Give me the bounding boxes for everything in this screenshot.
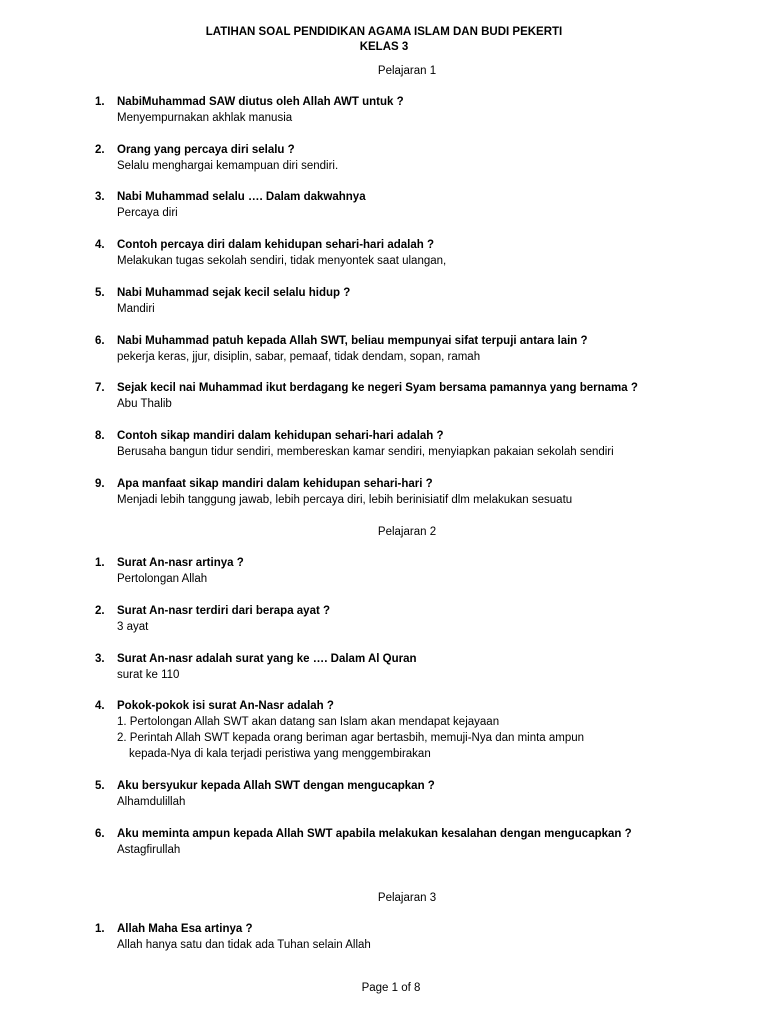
question-text: Nabi Muhammad patuh kepada Allah SWT, beliau mempunyai sifat terpuji antara lain ?: [117, 335, 588, 347]
answer-text: Pertolongan Allah: [117, 573, 208, 585]
question-number: 4.: [95, 700, 105, 712]
answer-text: Percaya diri: [117, 207, 178, 219]
question-number: 2.: [95, 144, 105, 156]
answer-text: Melakukan tugas sekolah sendiri, tidak menyontek saat ulangan,: [117, 255, 447, 267]
question-text: Contoh sikap mandiri dalam kehidupan sehari-hari adalah ?: [117, 430, 444, 442]
answer-text: Abu Thalib: [117, 398, 172, 410]
lesson-3-question-1: [95, 921, 735, 953]
answer-text: Mandiri: [117, 303, 155, 315]
question-number: 7.: [95, 382, 105, 394]
lesson-1-question-5: [95, 285, 735, 317]
question-text: Aku meminta ampun kepada Allah SWT apabila melakukan kesalahan dengan mengucapkan ?: [117, 828, 632, 840]
question-number: 4.: [95, 239, 105, 251]
answer-text: Menyempurnakan akhlak manusia: [117, 112, 293, 124]
question-text: Apa manfaat sikap mandiri dalam kehidupan sehari-hari ?: [117, 478, 433, 490]
lesson-2-question-3: [95, 651, 735, 683]
question-number: 1.: [95, 557, 105, 569]
answer-text: pekerja keras, jjur, disiplin, sabar, pemaaf, tidak dendam, sopan, ramah: [117, 351, 481, 363]
question-number: 3.: [95, 653, 105, 665]
answer-text: Menjadi lebih tanggung jawab, lebih percaya diri, lebih berinisiatif dlm melakukan sesuatu: [117, 494, 573, 506]
question-number: 1.: [95, 923, 105, 935]
question-text: Nabi Muhammad selalu …. Dalam dakwahnya: [117, 191, 366, 203]
answer-text: 3 ayat: [117, 621, 149, 633]
lesson-1-question-8: [95, 428, 735, 460]
lesson-1-question-6: [95, 333, 735, 365]
lesson-2-question-1: [95, 555, 735, 587]
question-number: 5.: [95, 780, 105, 792]
answer-text: kepada-Nya di kala terjadi peristiwa yang menggembirakan: [129, 748, 431, 760]
lesson-2-question-5: [95, 778, 735, 810]
lesson-1-heading: Pelajaran 1: [377, 65, 437, 77]
question-number: 6.: [95, 828, 105, 840]
document-title: LATIHAN SOAL PENDIDIKAN AGAMA ISLAM DAN BUDI PEKERTI: [205, 26, 563, 38]
lesson-2-question-4: [95, 698, 735, 762]
question-number: 5.: [95, 287, 105, 299]
lesson-1-question-4: [95, 237, 735, 269]
lesson-2-question-2: [95, 603, 735, 635]
answer-text: surat ke 110: [117, 669, 180, 681]
question-text: Sejak kecil nai Muhammad ikut berdagang ke negeri Syam bersama pamannya yang bernama ?: [117, 382, 638, 394]
answer-text: Berusaha bangun tidur sendiri, membereskan kamar sendiri, menyiapkan pakaian sekolah sendiri: [117, 446, 614, 458]
document-subtitle: KELAS 3: [359, 41, 409, 53]
question-number: 1.: [95, 96, 105, 108]
answer-text: Alhamdulillah: [117, 796, 186, 808]
lesson-1-question-1: [95, 94, 735, 126]
question-text: Surat An-nasr terdiri dari berapa ayat ?: [117, 605, 331, 617]
lesson-1-question-9: [95, 476, 735, 508]
question-number: 8.: [95, 430, 105, 442]
lesson-2-heading: Pelajaran 2: [377, 526, 437, 538]
lesson-2-question-6: [95, 826, 735, 858]
lesson-3-heading: Pelajaran 3: [377, 892, 437, 904]
question-text: Surat An-nasr artinya ?: [117, 557, 244, 569]
question-text: Contoh percaya diri dalam kehidupan sehari-hari adalah ?: [117, 239, 434, 251]
question-number: 3.: [95, 191, 105, 203]
page-number: Page 1 of 8: [361, 982, 421, 994]
question-number: 6.: [95, 335, 105, 347]
question-number: 9.: [95, 478, 105, 490]
answer-text: 1. Pertolongan Allah SWT akan datang san Islam akan mendapat kejayaan: [117, 716, 500, 728]
question-text: Nabi Muhammad sejak kecil selalu hidup ?: [117, 287, 351, 299]
question-text: Aku bersyukur kepada Allah SWT dengan mengucapkan ?: [117, 780, 435, 792]
question-number: 2.: [95, 605, 105, 617]
answer-text: Allah hanya satu dan tidak ada Tuhan selain Allah: [117, 939, 371, 951]
question-text: Pokok-pokok isi surat An-Nasr adalah ?: [117, 700, 334, 712]
lesson-1-question-7: [95, 380, 735, 412]
question-text: Orang yang percaya diri selalu ?: [117, 144, 295, 156]
lesson-1-question-3: [95, 189, 735, 221]
question-text: Surat An-nasr adalah surat yang ke …. Dalam Al Quran: [117, 653, 417, 665]
answer-text: Astagfirullah: [117, 844, 181, 856]
question-text: Allah Maha Esa artinya ?: [117, 923, 253, 935]
answer-text: Selalu menghargai kemampuan diri sendiri.: [117, 160, 339, 172]
answer-text: 2. Perintah Allah SWT kepada orang beriman agar bertasbih, memuji-Nya dan minta ampun: [117, 732, 585, 744]
question-text: NabiMuhammad SAW diutus oleh Allah AWT untuk ?: [117, 96, 404, 108]
lesson-1-question-2: [95, 142, 735, 174]
